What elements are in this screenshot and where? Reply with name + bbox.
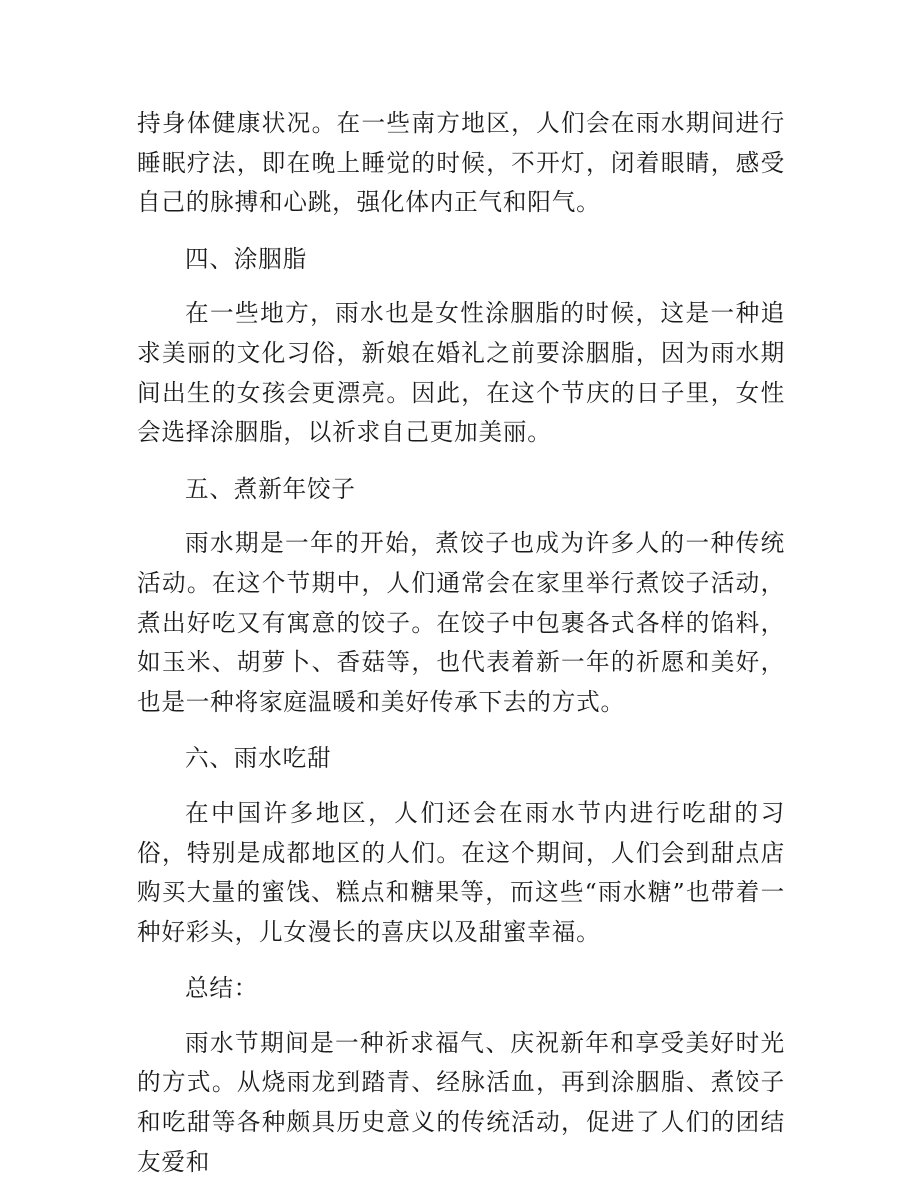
paragraph-summary: 雨水节期间是一种祈求福气、庆祝新年和享受美好时光的方式。从烧雨龙到踏青、经脉活血，再到涂胭脂、煮饺子和吃甜等各种颇具历史意义的传统活动，促进了人们的团结友爱和 <box>137 1028 785 1176</box>
paragraph-sweets: 在中国许多地区，人们还会在雨水节内进行吃甜的习俗，特别是成都地区的人们。在这个期间，人们会到甜点店购买大量的蜜饯、糕点和糖果等，而这些“雨水糖”也带着一种好彩头，儿女漫长的喜庆以及甜蜜幸福。 <box>137 798 785 946</box>
document-body <box>137 104 785 1182</box>
section-heading-sweets: 六、雨水吃甜 <box>185 744 332 773</box>
paragraph-sleep-therapy: 持身体健康状况。在一些南方地区，人们会在雨水期间进行睡眠疗法，即在晚上睡觉的时候，不开灯，闭着眼睛，感受自己的脉搏和心跳，强化体内正气和阳气。 <box>137 109 785 217</box>
paragraph-dumplings: 雨水期是一年的开始，煮饺子也成为许多人的一种传统活动。在这个节期中，人们通常会在家里举行煮饺子活动，煮出好吃又有寓意的饺子。在饺子中包裹各式各样的馅料，如玉米、胡萝卜、香菇等，也代表着新一年的祈愿和美好，也是一种将家庭温暖和美好传承下去的方式。 <box>137 529 785 716</box>
section-heading-rouge: 四、涂胭脂 <box>185 244 307 273</box>
section-heading-dumplings: 五、煮新年饺子 <box>185 474 356 503</box>
section-heading-summary: 总结： <box>185 974 259 1003</box>
paragraph-rouge: 在一些地方，雨水也是女性涂胭脂的时候，这是一种追求美丽的文化习俗，新娘在婚礼之前要涂胭脂，因为雨水期间出生的女孩会更漂亮。因此，在这个节庆的日子里，女性会选择涂胭脂，以祈求自己更加美丽。 <box>137 299 785 447</box>
